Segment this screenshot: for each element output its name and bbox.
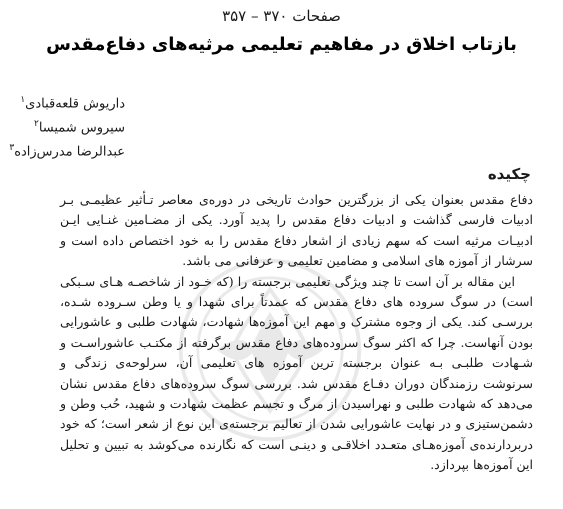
- article-title: بازتاب اخلاق در مفاهیم تعلیمی مرثیه‌های دفاع‌مقدس: [46, 34, 517, 55]
- footnote-mark: ۲: [33, 119, 39, 129]
- author-2: [5, 112, 125, 136]
- author-name: داریوش قلعه‌قبادی: [25, 96, 125, 112]
- abstract-heading: چکیده: [487, 165, 531, 183]
- footnote-mark: ۳: [9, 143, 15, 153]
- author-list: [5, 88, 125, 160]
- author-name: سیروس شمیسا: [38, 120, 125, 136]
- author-3: [5, 136, 125, 160]
- page-range: صفحات ۳۷۰ – ۳۵۷: [222, 7, 341, 25]
- footnote-mark: ۱: [20, 95, 26, 105]
- abstract-paragraph-2: این مقاله بر آن است تا چند ویژگی تعلیمی برجسته را (که خـود از شاخصـه هـای سـبکی است) در سوگ سروده های دفاع مقدس که عمدتاً برای شهدا و یا وطن سـروده شـده، بررسـی کند. یکی از وجوه مشترک و مهم این آموزه‌ها شهادت، شهادت طلبی و عاشورایی بودن آنهاست. چرا که اکثر سوگ سروده‌های دفاع مقدس برگرفته از مکتـب عاشوراسـت و شـهادت طلبـی بـه عنوان برجسته ترین آموزه های تعلیمی آن، سرلوحه‌ی زندگی و سرنوشت رزمندگان دوران دفـاع مقدس شد. بررسی سوگ سروده‌های دفاع مقدس نشان می‌دهد که شهادت طلبی و نهراسیدن از مرگ و تجسم عظمت شهادت و شهید، حُب وطن و دشمن‌ستیزی و در نهایت عاشورایی شدن از تعالیم برجسته‌ی این نوع از شعر است؛ که خود دربردارنده‌ی آموزه‌هـای متعـدد اخلاقـی و دینـی است که نگارنده می‌کوشد به تبیین و تحلیل این آموزه‌ها بپردازد.: [60, 273, 533, 473]
- author-1: [5, 88, 125, 112]
- abstract-paragraph-1: دفاع مقدس بعنوان یکی از بزرگترین حوادث تاریخی در دوره‌ی معاصر تـأثیر عظیمـی بـر ادبیات فارسی گذاشت و ادبیات دفاع مقدس را پدید آورد. یکی از مضـامین غنـایی ایـن ادبیـات مرثیه است که سهم زیادی از اشعار دفاع مقدس را به خود اختصاص داده است و سرشار از آموزه های اسلامی و مضامین تعلیمی و عرفانی می باشد.: [60, 192, 533, 269]
- abstract-body: [60, 190, 533, 476]
- author-name: عبدالرضا مدرس‌زاده: [14, 144, 125, 160]
